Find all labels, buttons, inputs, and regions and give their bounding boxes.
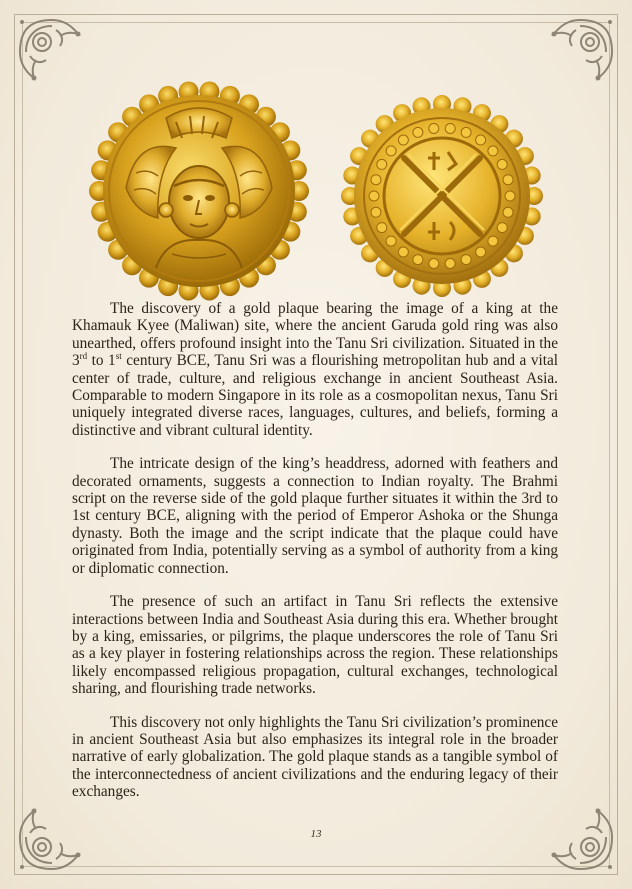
coin-bead <box>429 124 439 134</box>
coin-bead <box>398 135 408 145</box>
coin-bead <box>398 247 408 257</box>
paragraph-4: This discovery not only highlights the Tanu Sri civilization’s prominence in ancient Southeast Asia but also emphasizes its integral role in the broader narrative of early globalization. The gold plaque stands as a tangible symbol of the interconnectedness of ancient civilizations and the enduring legacy of their exchanges. <box>72 713 558 801</box>
gold-plaque-script-image <box>338 92 546 300</box>
page-number: 13 <box>310 828 322 840</box>
coin-bead <box>377 223 387 233</box>
coin-bead <box>461 127 471 137</box>
coin-bead <box>371 207 381 217</box>
coin-bead <box>386 146 396 156</box>
coin-bead <box>497 223 507 233</box>
coin-bead <box>503 207 513 217</box>
coin-bead <box>386 236 396 246</box>
paragraph-2: The intricate design of the king’s headdress, adorned with feathers and decorated ornaments, suggests a connection to Indian royalty. The Brahmi script on the reverse side of the gold plaque further situates it within the 3rd to 1st century BCE, aligning with the period of Emperor Ashoka or the Shunga dynasty. Both the image and the script indicate that the plaque could have originated from India, potentially serving as a symbol of authority from a king or diplomatic connection. <box>72 455 558 577</box>
coin-bead <box>503 175 513 185</box>
body-text <box>72 300 558 817</box>
coin-bead <box>445 124 455 134</box>
coin-bead <box>413 127 423 137</box>
coin-bead <box>413 255 423 265</box>
coin-bead <box>371 175 381 185</box>
paragraph-3: The presence of such an artifact in Tanu Sri reflects the extensive interactions between India and Southeast Asia during this era. Whether brought by a king, emissaries, or pilgrims, the plaque underscores the role of Tanu Sri as a key player in fostering relationships across the region. These relationships likely encompassed religious propagation, cultural exchanges, technological sharing, and flourishing trade networks. <box>72 593 558 698</box>
gold-plaque-images <box>0 78 632 298</box>
coin-bead <box>488 236 498 246</box>
coin-bead <box>476 247 486 257</box>
coin-bead <box>505 191 515 201</box>
coin-bead <box>369 191 379 201</box>
coin-bead <box>476 135 486 145</box>
paragraph-1: The discovery of a gold plaque bearing the image of a king at the Khamauk Kyee (Maliwan) site, where the ancient Garuda gold ring was also unearthed, offers profound insight into the Tanu Sri civilization. Situated in the 3rd to 1st century BCE, Tanu Sri was a flourishing metropolitan hub and a vital center of trade, culture, and religious exchange in ancient Southeast Asia. Comparable to modern Singapore in its role as a cosmopolitan nexus, Tanu Sri uniquely integrated diverse races, languages, cultures, and beliefs, forming a distinctive and vibrant cultural identity. <box>72 300 559 439</box>
coin-bead <box>488 146 498 156</box>
coin-bead <box>497 159 507 169</box>
coin-bead <box>461 255 471 265</box>
coin-bead <box>445 259 455 269</box>
gold-plaque-king-image <box>86 78 312 304</box>
coin-bead <box>377 159 387 169</box>
coin-bead <box>429 259 439 269</box>
